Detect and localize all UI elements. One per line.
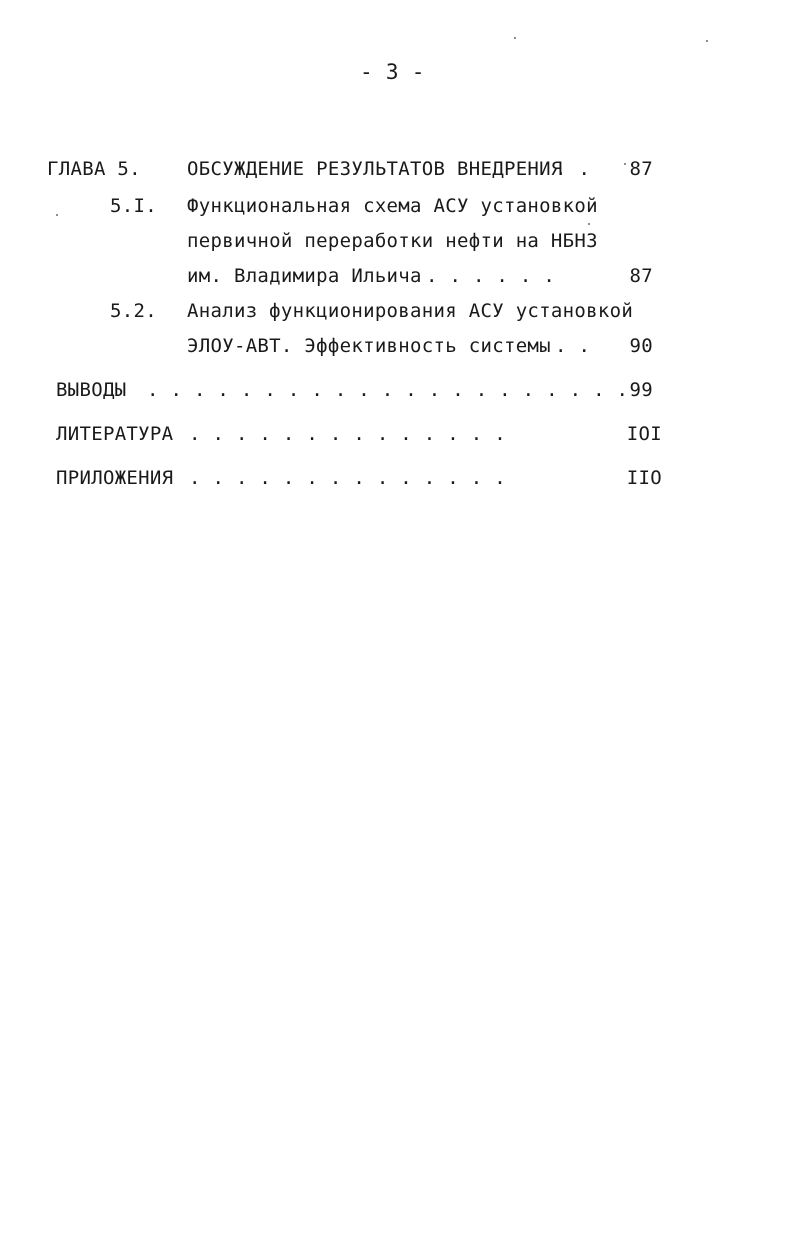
section-5-1-title-line1: Функциональная схема АСУ установкой bbox=[187, 195, 598, 217]
section-5-2-title-line2: ЭЛОУ-АВТ. Эффективность системы bbox=[187, 335, 551, 357]
literature-label: ЛИТЕРАТУРА bbox=[56, 423, 174, 445]
chapter-page: 87 bbox=[629, 158, 653, 180]
literature-page: IOI bbox=[626, 423, 662, 445]
section-5-1-number: 5.I. bbox=[110, 195, 157, 217]
conclusions-leader: . . . . . . . . . . . . . . . . . . . . . bbox=[147, 379, 629, 401]
section-5-2-number: 5.2. bbox=[110, 300, 157, 322]
scan-speck bbox=[56, 214, 58, 216]
chapter-leader: . . bbox=[555, 158, 591, 180]
page-number: - 3 - bbox=[360, 60, 425, 84]
section-5-2-page: 90 bbox=[629, 335, 653, 357]
conclusions-label: ВЫВОДЫ bbox=[56, 379, 127, 401]
appendices-label: ПРИЛОЖЕНИЯ bbox=[56, 467, 174, 489]
literature-leader: . . . . . . . . . . . . . . bbox=[189, 423, 506, 445]
appendices-leader: . . . . . . . . . . . . . . bbox=[189, 467, 506, 489]
chapter-label: ГЛАВА 5. bbox=[47, 158, 141, 180]
conclusions-page: 99 bbox=[629, 379, 653, 401]
scan-speck bbox=[706, 40, 708, 42]
appendices-page: IIO bbox=[626, 467, 662, 489]
section-5-1-leader: . . . . . . bbox=[426, 265, 556, 287]
scan-speck bbox=[624, 163, 626, 165]
section-5-1-title-line2: первичной переработки нефти на НБНЗ bbox=[187, 230, 598, 252]
scan-speck bbox=[514, 37, 516, 39]
section-5-1-title-line3: им. Владимира Ильича bbox=[187, 265, 422, 287]
scan-speck bbox=[588, 223, 590, 225]
chapter-title: ОБСУЖДЕНИЕ РЕЗУЛЬТАТОВ ВНЕДРЕНИЯ bbox=[187, 158, 563, 180]
section-5-2-title-line1: Анализ функционирования АСУ установкой bbox=[187, 300, 634, 322]
section-5-2-leader: . . bbox=[555, 335, 591, 357]
section-5-1-page: 87 bbox=[629, 265, 653, 287]
